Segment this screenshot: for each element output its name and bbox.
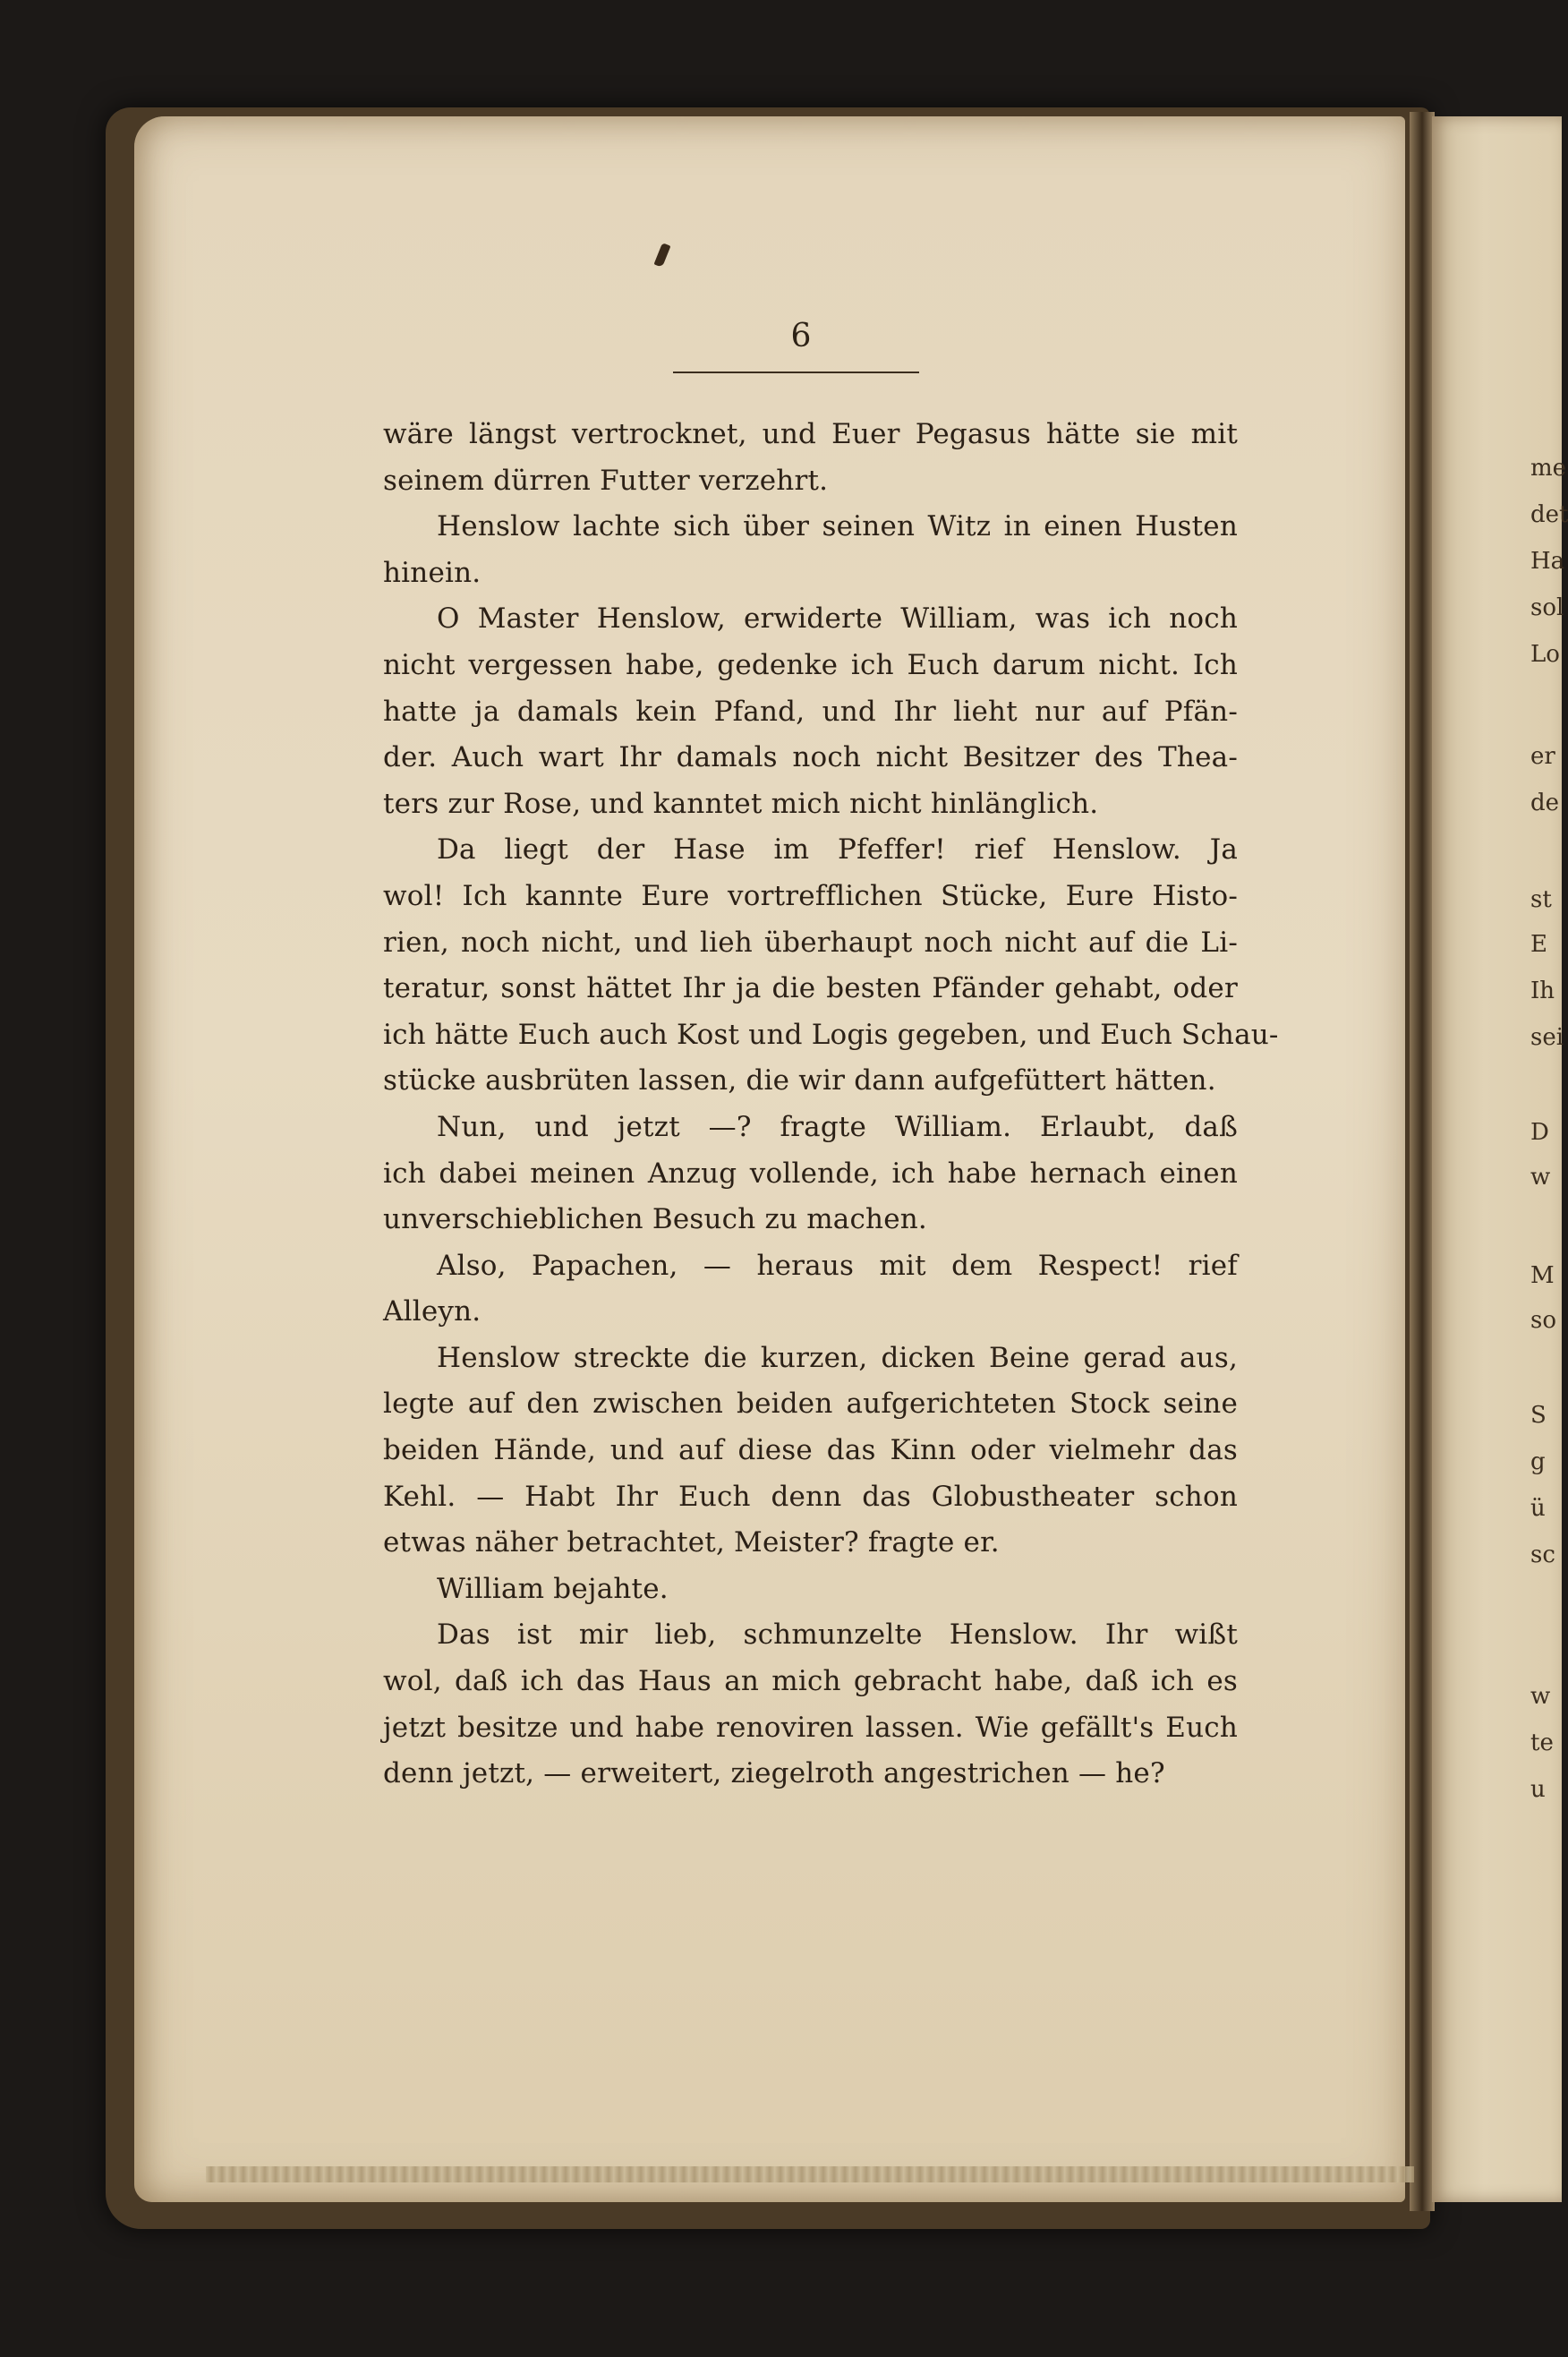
text-line: jetzt besitze und habe renoviren lassen. Wie gefällt's Euch <box>383 1711 1238 1744</box>
margin-fragment: so <box>1530 1307 1556 1334</box>
text-line: Henslow streckte die kurzen, dicken Beine gerad aus, <box>437 1341 1238 1374</box>
margin-fragment: u <box>1530 1776 1546 1803</box>
margin-fragment: sol <box>1530 594 1564 621</box>
margin-fragment: w <box>1530 1164 1551 1191</box>
margin-fragment: te <box>1530 1729 1554 1756</box>
text-line: beiden Hände, und auf diese das Kinn oder vielmehr das <box>383 1434 1238 1467</box>
text-line: Also, Papachen, — heraus mit dem Respect! rief <box>437 1249 1238 1282</box>
margin-fragment: Lo <box>1530 641 1560 668</box>
text-line: nicht vergessen habe, gedenke ich Euch darum nicht. Ich <box>383 648 1238 681</box>
margin-fragment: M <box>1530 1262 1555 1289</box>
text-line: Alleyn. <box>383 1295 481 1328</box>
text-line: rien, noch nicht, und lieh überhaupt noch nicht auf die Li- <box>383 926 1238 959</box>
text-line: wol, daß ich das Haus an mich gebracht habe, daß ich es <box>383 1665 1238 1698</box>
body-text <box>383 412 1279 1798</box>
margin-fragment: sei <box>1530 1024 1564 1051</box>
text-line: hinein. <box>383 556 481 589</box>
margin-fragment: D <box>1530 1119 1549 1146</box>
text-line: wol! Ich kannte Eure vortrefflichen Stücke, Eure Histo- <box>383 879 1238 912</box>
text-line: hatte ja damals kein Pfand, und Ihr lieht nur auf Pfän- <box>383 695 1238 728</box>
margin-fragment: er <box>1530 743 1555 770</box>
margin-fragment: Ha <box>1530 548 1565 575</box>
margin-fragment: E <box>1530 931 1547 958</box>
text-line: legte auf den zwischen beiden aufgerichteten Stock seine <box>383 1388 1238 1421</box>
book-gutter <box>1410 112 1435 2211</box>
margin-fragment: S <box>1530 1402 1547 1429</box>
margin-fragment: det <box>1530 501 1568 528</box>
text-line: Nun, und jetzt —? fragte William. Erlaubt, daß <box>437 1110 1238 1143</box>
margin-fragment: Ih <box>1530 978 1555 1004</box>
text-line: Das ist mir lieb, schmunzelte Henslow. Ihr wißt <box>437 1618 1238 1652</box>
text-line: seinem dürren Futter verzehrt. <box>383 464 829 497</box>
text-line: der. Auch wart Ihr damals noch nicht Besitzer des Thea- <box>383 741 1238 774</box>
text-line: wäre längst vertrocknet, und Euer Pegasus hätte sie mit <box>383 418 1238 450</box>
text-line: Henslow lachte sich über seinen Witz in einen Husten <box>437 510 1238 543</box>
margin-fragment: st <box>1530 886 1552 913</box>
text-line: unverschieblichen Besuch zu machen. <box>383 1203 927 1236</box>
margin-fragment: sc <box>1530 1541 1555 1568</box>
text-line: Da liegt der Hase im Pfeffer! rief Henslow. Ja <box>437 833 1238 867</box>
text-line: denn jetzt, — erweitert, ziegelroth angestrichen — he? <box>383 1757 1165 1790</box>
text-line: stücke ausbrüten lassen, die wir dann aufgefüttert hätten. <box>383 1064 1216 1097</box>
text-line: ters zur Rose, und kanntet mich nicht hinlänglich. <box>383 787 1099 820</box>
header-rule <box>673 371 919 373</box>
margin-fragment: me <box>1530 455 1567 482</box>
text-line: O Master Henslow, erwiderte William, was ich noch <box>437 602 1238 636</box>
text-line: teratur, sonst hättet Ihr ja die besten Pfänder gehabt, oder <box>383 972 1238 1005</box>
margin-fragment: g <box>1530 1448 1546 1475</box>
page-bottom-edge <box>206 2166 1414 2182</box>
text-line: ich hätte Euch auch Kost und Logis gegeben, und Euch Schau- <box>383 1018 1279 1051</box>
text-line: etwas näher betrachtet, Meister? fragte er. <box>383 1526 1000 1559</box>
text-line: William bejahte. <box>437 1572 669 1605</box>
page-number: 6 <box>790 318 812 354</box>
margin-fragment: de <box>1530 790 1560 816</box>
margin-fragment: w <box>1530 1683 1551 1710</box>
margin-fragment: ü <box>1530 1495 1546 1522</box>
text-line: Kehl. — Habt Ihr Euch denn das Globustheater schon <box>383 1480 1238 1513</box>
right-page-edge <box>1432 116 1562 2202</box>
text-line: ich dabei meinen Anzug vollende, ich habe hernach einen <box>383 1157 1238 1190</box>
